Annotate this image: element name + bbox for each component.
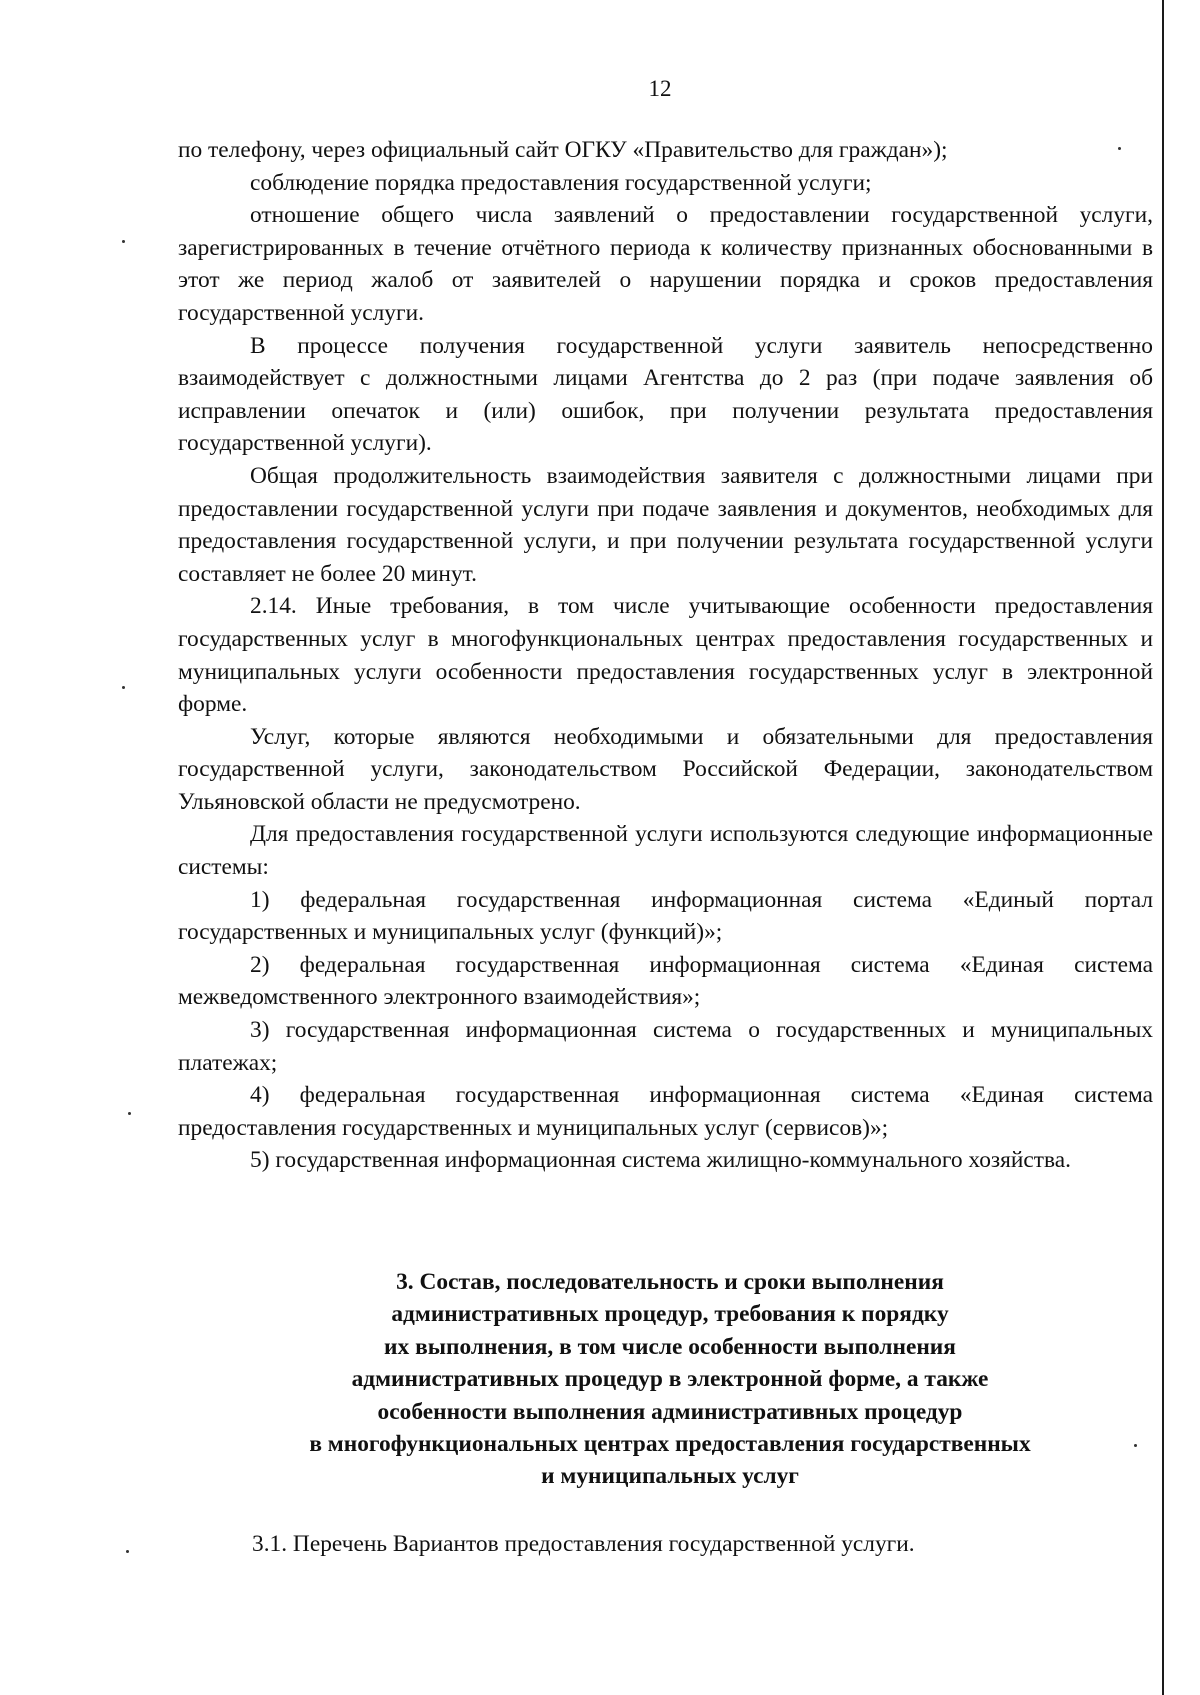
paragraph: по телефону, через официальный сайт ОГКУ «Правительство для граждан»);: [178, 137, 948, 163]
scan-speck: [128, 1112, 131, 1115]
page-number: 12: [648, 76, 672, 101]
section-heading: [200, 1266, 1140, 1493]
scan-speck: [1134, 1444, 1137, 1447]
scan-speck: [126, 1550, 129, 1553]
scan-page-edge: [1162, 0, 1164, 1695]
section-heading-line: их выполнения, в том числе особенности выполнения: [384, 1333, 956, 1360]
scan-speck: [1118, 147, 1121, 150]
paragraph: отношение общего числа заявлений о предоставлении государственной услуги, зарегистрированных в течение отчётного периода к количеству признанных обоснованными в этот же период жалоб от заявителей о нарушении порядка и сроков предоставления государственной услуги.: [178, 202, 1153, 326]
list-item: 2) федеральная государственная информационная система «Единая система межведомственного электронного взаимодействия»;: [178, 951, 1153, 1011]
list-item: 4) федеральная государственная информационная система «Единая система предоставления государственных и муниципальных услуг (сервисов)»;: [178, 1082, 1153, 1141]
subsection-title: 3.1. Перечень Вариантов предоставления государственной услуги.: [252, 1531, 915, 1557]
list-item: 3) государственная информационная система о государственных и муниципальных платежах;: [178, 1017, 1153, 1076]
scan-speck: [122, 686, 125, 689]
section-heading-line: административных процедур, требования к порядку: [391, 1301, 949, 1328]
document-body: [178, 134, 1153, 1177]
paragraph: Услуг, которые являются необходимыми и обязательными для предоставления государственной услуги, законодательством Российской Федерации, законодательством Ульяновской области не предусмотрено.: [178, 723, 1153, 815]
paragraph: Общая продолжительность взаимодействия заявителя с должностными лицами при предоставлении государственной услуги при подаче заявления и документов, необходимых для предоставления государственной услуги, и при получении результата государственной услуги составляет не более 20 минут.: [178, 462, 1153, 587]
paragraph: соблюдение порядка предоставления государственной услуги;: [250, 169, 872, 196]
list-item: 5) государственная информационная система жилищно-коммунального хозяйства.: [250, 1147, 1071, 1174]
section-heading-line: административных процедур в электронной форме, а также: [351, 1366, 989, 1393]
paragraph: Для предоставления государственной услуги используются следующие информационные системы:: [178, 821, 1153, 881]
scan-speck: [122, 240, 125, 243]
section-heading-line: 3. Состав, последовательность и сроки выполнения: [396, 1269, 944, 1295]
list-item: 1) федеральная государственная информационная система «Единый портал государственных и муниципальных услуг (функций)»;: [178, 886, 1153, 946]
section-heading-line: и муниципальных услуг: [541, 1463, 799, 1490]
section-heading-line: особенности выполнения административных процедур: [377, 1398, 963, 1425]
paragraph: 2.14. Иные требования, в том числе учитывающие особенности предоставления государственных услуг в многофункциональных центрах предоставления государственных и муниципальных услуги особенности предоставления государственных услуг в электронной форме.: [178, 593, 1153, 718]
section-heading-line: в многофункциональных центрах предоставления государственных: [309, 1431, 1031, 1458]
paragraph: В процессе получения государственной услуги заявитель непосредственно взаимодействует с должностными лицами Агентства до 2 раз (при подаче заявления об исправлении опечаток и (или) ошибок, при получении результата предоставления государственной услуги).: [178, 332, 1153, 457]
